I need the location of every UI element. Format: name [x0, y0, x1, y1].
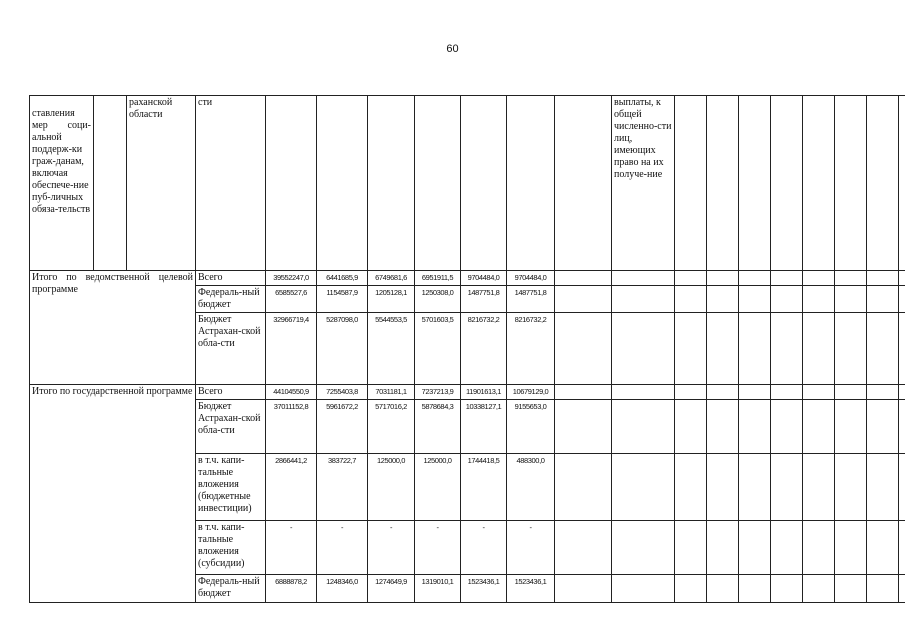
empty-cell — [739, 271, 771, 286]
empty-cell — [835, 521, 867, 575]
measure-name-cell: ставления мер соци-альной поддерж-ки граж-данам, включая обеспече-ние пуб-личных обяза-тельств — [30, 96, 94, 271]
value-cell: 125000,0 — [415, 454, 461, 521]
empty-cell — [867, 313, 899, 385]
empty-cell — [707, 271, 739, 286]
value-cell: 44104550,9 — [266, 385, 317, 400]
value-cell: - — [507, 521, 555, 575]
empty-cell — [771, 271, 803, 286]
empty-cell — [612, 400, 675, 454]
header-continuation-row — [30, 96, 905, 271]
value-cell: 6951911,5 — [415, 271, 461, 286]
value-cell: 488300,0 — [507, 454, 555, 521]
funding-source-cell: Федераль-ный бюджет — [196, 575, 266, 603]
value-cell: 10338127,1 — [461, 400, 507, 454]
value-cell: 6888878,2 — [266, 575, 317, 603]
empty-cell — [771, 286, 803, 313]
value-cell: 7237213,9 — [415, 385, 461, 400]
value-cell: 5717016,2 — [368, 400, 415, 454]
empty-cell — [675, 286, 707, 313]
value-cell: 8216732,2 — [461, 313, 507, 385]
value-cell: 5701603,5 — [415, 313, 461, 385]
value-cell: 1523436,1 — [461, 575, 507, 603]
source-cell: сти — [196, 96, 266, 271]
executor-cell: раханской области — [127, 96, 196, 271]
empty-cell — [867, 286, 899, 313]
budget-table — [29, 95, 905, 603]
empty-cell — [899, 286, 905, 313]
value-cell: 1319010,1 — [415, 575, 461, 603]
empty-cell — [899, 575, 905, 603]
value-cell: 125000,0 — [368, 454, 415, 521]
empty-cell — [739, 454, 771, 521]
empty-cell — [675, 521, 707, 575]
empty-cell — [555, 400, 612, 454]
empty-cell — [555, 385, 612, 400]
empty-cell — [835, 454, 867, 521]
value-cell: 2866441,2 — [266, 454, 317, 521]
value-cell: 5287098,0 — [317, 313, 368, 385]
empty-cell — [803, 313, 835, 385]
empty-cell — [739, 521, 771, 575]
funding-source-cell: в т.ч. капи-тальные вложения (субсидии) — [196, 521, 266, 575]
empty-cell — [835, 385, 867, 400]
empty-cell — [803, 385, 835, 400]
table-row — [30, 271, 905, 286]
empty-cell — [739, 286, 771, 313]
value-cell: - — [266, 521, 317, 575]
empty-cell — [771, 313, 803, 385]
empty-cell — [612, 385, 675, 400]
empty-cell — [675, 400, 707, 454]
value-cell: - — [461, 521, 507, 575]
empty-cell — [867, 454, 899, 521]
empty-cell — [771, 575, 803, 603]
funding-source-cell: Всего — [196, 271, 266, 286]
empty-cell — [899, 313, 905, 385]
empty-cell — [739, 575, 771, 603]
empty-cell — [555, 313, 612, 385]
empty-cell — [803, 286, 835, 313]
value-cell: 383722,7 — [317, 454, 368, 521]
empty-cell — [867, 521, 899, 575]
empty-cell — [803, 521, 835, 575]
value-cell: 1744418,5 — [461, 454, 507, 521]
empty-cell — [555, 286, 612, 313]
empty-cell — [739, 385, 771, 400]
page-number: 60 — [446, 43, 459, 55]
empty-cell — [675, 575, 707, 603]
empty-cell — [707, 454, 739, 521]
empty-cell — [867, 271, 899, 286]
section-title-cell: Итого по государственной программе — [30, 385, 196, 603]
empty-cell — [707, 385, 739, 400]
empty-cell — [899, 454, 905, 521]
empty-cell — [612, 271, 675, 286]
value-cell: 9704484,0 — [507, 271, 555, 286]
section-title-cell: Итого по ведомственной целевой программе — [30, 271, 196, 385]
value-cell: 10679129,0 — [507, 385, 555, 400]
value-cell: 1487751,8 — [507, 286, 555, 313]
value-cell: 6749681,6 — [368, 271, 415, 286]
value-cell: 1248346,0 — [317, 575, 368, 603]
indicator-cell: выплаты, к общей численно-сти лиц, имеющих право на их получе-ние — [612, 96, 675, 271]
empty-cell — [707, 313, 739, 385]
empty-cell — [835, 575, 867, 603]
empty-cell — [707, 286, 739, 313]
funding-source-cell: в т.ч. капи-тальные вложения (бюджетные инвестиции) — [196, 454, 266, 521]
value-cell: 1274649,9 — [368, 575, 415, 603]
value-cell: 9704484,0 — [461, 271, 507, 286]
value-cell: - — [415, 521, 461, 575]
empty-cell — [835, 286, 867, 313]
empty-cell — [675, 385, 707, 400]
value-cell: 6441685,9 — [317, 271, 368, 286]
value-cell: 6585527,6 — [266, 286, 317, 313]
funding-source-cell: Бюджет Астрахан-ской обла-сти — [196, 400, 266, 454]
table-row — [30, 385, 905, 400]
value-cell: 1523436,1 — [507, 575, 555, 603]
empty-cell — [803, 400, 835, 454]
value-cell: 7255403,8 — [317, 385, 368, 400]
value-cell: 9155653,0 — [507, 400, 555, 454]
value-cell: 11901613,1 — [461, 385, 507, 400]
value-cell: 39552247,0 — [266, 271, 317, 286]
empty-cell — [867, 400, 899, 454]
value-cell: 5878684,3 — [415, 400, 461, 454]
value-cell: - — [317, 521, 368, 575]
value-cell: 1487751,8 — [461, 286, 507, 313]
empty-cell — [612, 454, 675, 521]
empty-cell — [835, 313, 867, 385]
empty-cell — [555, 271, 612, 286]
empty-cell — [739, 400, 771, 454]
empty-cell — [739, 313, 771, 385]
value-cell: 1154587,9 — [317, 286, 368, 313]
empty-cell — [899, 271, 905, 286]
empty-cell — [867, 385, 899, 400]
empty-cell — [94, 96, 127, 271]
empty-cell — [803, 575, 835, 603]
empty-cell — [771, 400, 803, 454]
value-cell: 32966719,4 — [266, 313, 317, 385]
empty-cell — [771, 385, 803, 400]
empty-cell — [555, 521, 612, 575]
value-cell: 5961672,2 — [317, 400, 368, 454]
empty-cell — [612, 575, 675, 603]
empty-cell — [675, 313, 707, 385]
empty-cell — [612, 286, 675, 313]
value-cell: 1205128,1 — [368, 286, 415, 313]
empty-cell — [707, 575, 739, 603]
funding-source-cell: Федераль-ный бюджет — [196, 286, 266, 313]
empty-cell — [675, 271, 707, 286]
value-cell: - — [368, 521, 415, 575]
empty-cell — [612, 521, 675, 575]
funding-source-cell: Всего — [196, 385, 266, 400]
funding-source-cell: Бюджет Астрахан-ской обла-сти — [196, 313, 266, 385]
value-cell: 8216732,2 — [507, 313, 555, 385]
empty-cell — [675, 454, 707, 521]
empty-cell — [835, 400, 867, 454]
empty-cell — [899, 385, 905, 400]
empty-cell — [555, 454, 612, 521]
empty-cell — [803, 271, 835, 286]
empty-cell — [835, 271, 867, 286]
empty-cell — [771, 521, 803, 575]
value-cell: 1250308,0 — [415, 286, 461, 313]
empty-cell — [707, 400, 739, 454]
value-cell: 37011152,8 — [266, 400, 317, 454]
empty-cell — [803, 454, 835, 521]
empty-cell — [899, 521, 905, 575]
empty-cell — [899, 400, 905, 454]
empty-cell — [612, 313, 675, 385]
empty-cell — [771, 454, 803, 521]
value-cell: 5544553,5 — [368, 313, 415, 385]
empty-cell — [555, 575, 612, 603]
empty-cell — [867, 575, 899, 603]
empty-cell — [707, 521, 739, 575]
value-cell: 7031181,1 — [368, 385, 415, 400]
